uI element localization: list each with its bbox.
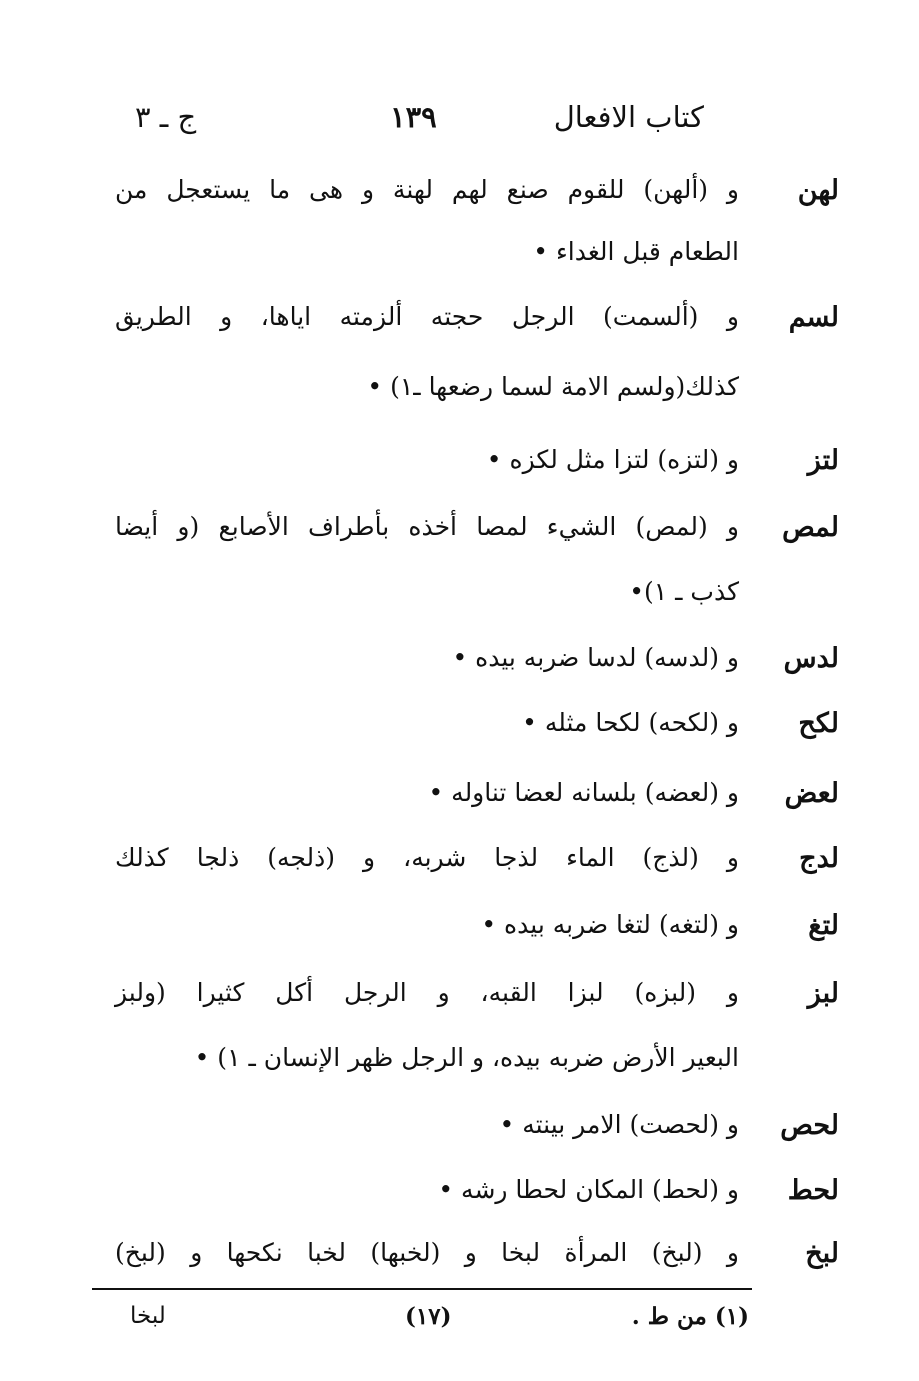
entry-line: و (لذج) الماء لذجا شربه، و (ذلجه) ذلجا كذلك xyxy=(115,843,739,872)
entry-line: و (لدسه) لدسا ضربه بيده • xyxy=(452,643,739,672)
entry-line: و (لبزه) لبزا القبه، و الرجل أكل كثيرا (ولبز xyxy=(115,978,739,1007)
entry-root: لسم xyxy=(788,302,839,333)
entry-root: لبز xyxy=(807,978,839,1009)
entry-line: و (لمص) الشيء لمصا أخذه بأطراف الأصابع (و أيضا xyxy=(115,512,739,541)
entry-line: و (لكحه) لكحا مثله • xyxy=(522,708,739,737)
entry-line: و (لحصت) الامر بينته • xyxy=(499,1110,739,1139)
footnote: (١) من ط . xyxy=(631,1303,749,1330)
entry-root: لهن xyxy=(797,175,839,206)
entry-root: لعض xyxy=(784,778,839,809)
entry-root: لدس xyxy=(783,643,839,674)
entry-line: و (لحط) المكان لحطا رشه • xyxy=(438,1175,739,1204)
entry-root: لتز xyxy=(807,445,839,476)
entry-root: لحط xyxy=(787,1175,839,1206)
entry-line: و (ألسمت) الرجل حجته ألزمته اياها، و الطريق xyxy=(115,302,739,331)
book-title: كتاب الافعال xyxy=(553,100,704,134)
entry-line: و (لبخ) المرأة لبخا و (لخبها) لخبا نكحها و (لبخ) xyxy=(115,1238,739,1267)
volume-label: ج ـ ٣ xyxy=(135,100,197,134)
entry-root: لبخ xyxy=(805,1238,839,1269)
entry-line: و (لتزه) لتزا مثل لكزه • xyxy=(486,445,739,474)
entry-line: و (لتغه) لتغا ضربه بيده • xyxy=(481,910,739,939)
entry-line: كذلك(ولسم الامة لسما رضعها ـ١) • xyxy=(367,372,739,401)
entry-root: لحص xyxy=(780,1110,839,1141)
signature-mark: (١٧) xyxy=(405,1303,452,1330)
entry-line: و (ألهن) للقوم صنع لهم لهنة و هى ما يستعجل من xyxy=(115,175,739,204)
footnote-rule xyxy=(92,1288,752,1290)
catchword: لبخا xyxy=(130,1303,166,1329)
entry-line: كذب ـ ١)• xyxy=(629,577,739,606)
entry-line: الطعام قبل الغداء • xyxy=(533,237,739,266)
entry-root: لتغ xyxy=(808,910,839,941)
entry-root: لمص xyxy=(782,512,839,543)
page-number: ١٣٩ xyxy=(390,100,437,134)
entry-line: البعير الأرض ضربه بيده، و الرجل ظهر الإنسان ـ ١) • xyxy=(194,1043,739,1072)
page-header xyxy=(0,100,919,150)
entry-root: لدج xyxy=(799,843,839,874)
entry-root: لكح xyxy=(798,708,839,739)
entry-line: و (لعضه) بلسانه لعضا تناوله • xyxy=(428,778,739,807)
